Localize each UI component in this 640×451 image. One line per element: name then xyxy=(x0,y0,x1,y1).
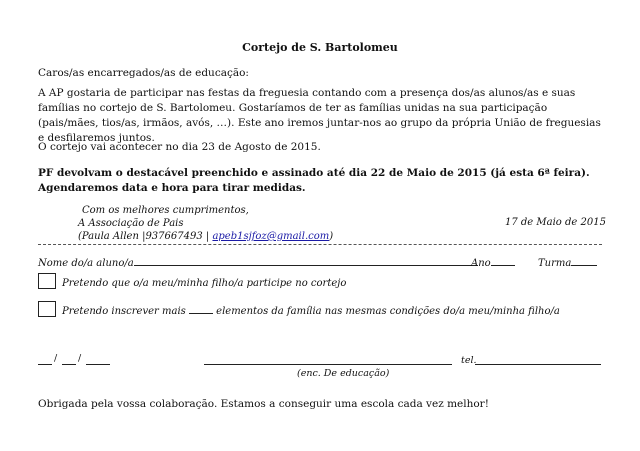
signature-block xyxy=(78,204,333,243)
signature-closing: Com os melhores cumprimentos, xyxy=(82,205,249,216)
date-slash-1: / xyxy=(54,353,58,364)
guardian-signature-line[interactable] xyxy=(204,363,452,365)
year-input-line[interactable] xyxy=(491,256,515,266)
date-field[interactable] xyxy=(38,354,110,364)
class-label: Turma xyxy=(538,258,572,269)
document-title: Cortejo de S. Bartolomeu xyxy=(242,41,398,54)
cut-line-divider xyxy=(38,244,602,245)
paragraph-date: O cortejo vai acontecer no dia 23 de Agosto de 2015. xyxy=(38,141,321,153)
tel-input-line[interactable] xyxy=(475,363,601,365)
guardian-label: (enc. De educação) xyxy=(297,368,390,379)
name-field-row xyxy=(38,256,478,269)
letter-date: 17 de Maio de 2015 xyxy=(505,217,606,228)
signature-org: A Associação de Pais xyxy=(78,218,184,229)
participate-option-label: Pretendo que o/a meu/minha filho/a participe no cortejo xyxy=(62,278,347,289)
family-option-prefix: Pretendo inscrever mais xyxy=(62,306,186,317)
date-year-line xyxy=(86,363,110,365)
email-link[interactable]: apeb1sjfoz@gmail.com xyxy=(212,231,330,242)
year-label: Ano xyxy=(471,258,491,269)
date-slash-2: / xyxy=(78,353,82,364)
paragraph-invitation: A AP gostaria de participar nas festas da freguesia contando com a presença dos/as alunos/as e suas famílias no cortejo de S. Bartolomeu. Gostaríamos de ter as famílias unidas na sua participação (pais/mães, tios/as, irmãos, avós, …). Este ano iremos juntar-nos ao grupo da própria União de freguesias e desfilaremos juntos. xyxy=(38,87,601,144)
greeting: Caros/as encarregados/as de educação: xyxy=(38,67,249,79)
name-label: Nome do/a aluno/a xyxy=(38,258,134,269)
participate-checkbox[interactable] xyxy=(38,273,56,289)
signature-contact xyxy=(78,230,333,243)
tel-label: tel. xyxy=(461,355,477,366)
date-month-line xyxy=(62,363,76,365)
family-members-checkbox[interactable] xyxy=(38,301,56,317)
year-field-row xyxy=(471,256,515,269)
name-input-line[interactable] xyxy=(134,256,478,266)
family-option-suffix: elementos da família nas mesmas condições do/a meu/minha filho/a xyxy=(216,306,560,317)
class-input-line[interactable] xyxy=(571,256,597,266)
contact-suffix: ) xyxy=(329,231,334,242)
family-members-option xyxy=(62,304,560,317)
date-day-line xyxy=(38,363,52,365)
thanks-footer: Obrigada pela vossa colaboração. Estamos a conseguir uma escola cada vez melhor! xyxy=(38,398,489,410)
contact-prefix: (Paula Allen |937667493 | xyxy=(78,231,213,242)
class-field-row xyxy=(538,256,597,269)
return-notice: PF devolvam o destacável preenchido e assinado até dia 22 de Maio de 2015 (já esta 6ª feira). Agendaremos data e hora para tirar medidas. xyxy=(38,167,590,194)
family-count-input-line[interactable] xyxy=(189,304,213,314)
